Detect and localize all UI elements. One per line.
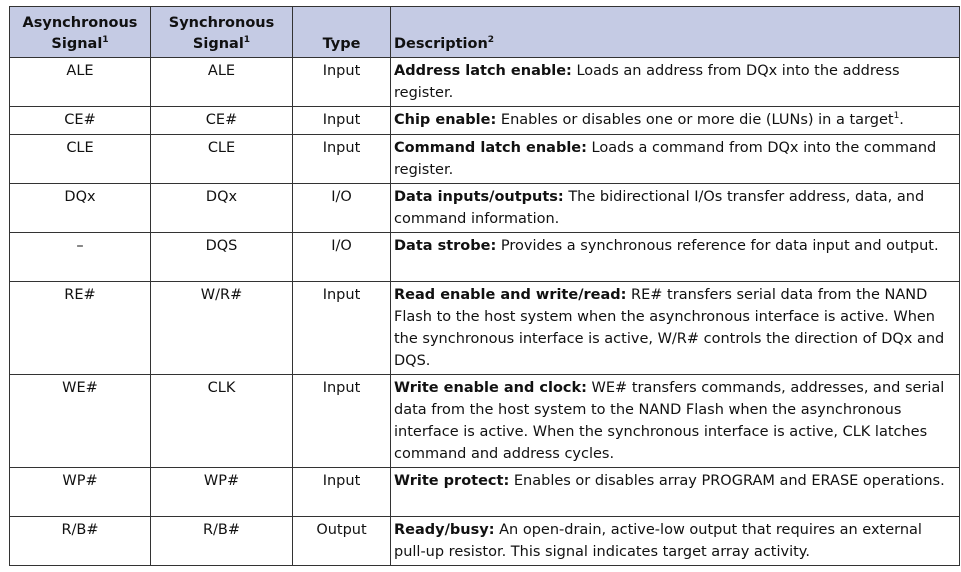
cell-type: Input xyxy=(293,58,391,107)
cell-description xyxy=(391,184,960,233)
table-row xyxy=(10,375,960,468)
table-header xyxy=(10,7,960,58)
description-text: Enables or disables one or more die (LUNs) in a target xyxy=(496,112,894,128)
table-row xyxy=(10,184,960,233)
header-type xyxy=(293,7,391,58)
table-row xyxy=(10,107,960,135)
cell-type: Input xyxy=(293,107,391,135)
cell-async: DQx xyxy=(10,184,151,233)
table-row xyxy=(10,135,960,184)
header-async-signal xyxy=(10,7,151,58)
cell-sync: WP# xyxy=(151,468,293,517)
cell-async: WP# xyxy=(10,468,151,517)
description-text: An open-drain, active-low output that requires an external pull-up resistor. This signal indicates target array activity. xyxy=(394,522,922,560)
description-term: Address latch enable: xyxy=(394,63,572,79)
signal-table-container xyxy=(9,6,959,566)
cell-async: ALE xyxy=(10,58,151,107)
description-term: Write protect: xyxy=(394,473,510,489)
header-sync-footnote: 1 xyxy=(243,35,251,46)
header-type-label: Type xyxy=(322,36,361,52)
table-row xyxy=(10,468,960,517)
cell-description xyxy=(391,517,960,566)
cell-type: Input xyxy=(293,375,391,468)
description-text: The bidirectional I/Os transfer address, data, and command information. xyxy=(394,189,925,227)
cell-sync: R/B# xyxy=(151,517,293,566)
description-tail: . xyxy=(899,112,904,128)
cell-async: CLE xyxy=(10,135,151,184)
cell-description xyxy=(391,107,960,135)
cell-description xyxy=(391,135,960,184)
cell-type: Input xyxy=(293,282,391,375)
cell-description xyxy=(391,282,960,375)
description-text: Enables or disables array PROGRAM and ERASE operations. xyxy=(509,473,945,489)
header-description xyxy=(391,7,960,58)
description-term: Write enable and clock: xyxy=(394,380,587,396)
cell-sync: CLK xyxy=(151,375,293,468)
cell-sync: CE# xyxy=(151,107,293,135)
cell-description xyxy=(391,58,960,107)
cell-description xyxy=(391,233,960,282)
cell-async: WE# xyxy=(10,375,151,468)
description-text: WE# transfers commands, addresses, and serial data from the host system to the NAND Flash when the asynchronous interface is active. When the synchronous interface is active, CLK latches command and address cycles. xyxy=(394,380,945,462)
cell-async: CE# xyxy=(10,107,151,135)
cell-sync: W/R# xyxy=(151,282,293,375)
description-text: Provides a synchronous reference for data input and output. xyxy=(496,238,939,254)
description-term: Data strobe: xyxy=(394,238,497,254)
description-text: RE# transfers serial data from the NAND Flash to the host system when the asynchronous interface is active. When the synchronous interface is active, W/R# controls the direction of DQx and DQS. xyxy=(394,287,945,369)
cell-async: RE# xyxy=(10,282,151,375)
cell-description xyxy=(391,375,960,468)
description-text: Loads a command from DQx into the command register. xyxy=(394,140,937,178)
header-async-line1: Asynchronous xyxy=(22,15,138,31)
cell-type: Output xyxy=(293,517,391,566)
cell-sync: DQx xyxy=(151,184,293,233)
description-term: Data inputs/outputs: xyxy=(394,189,564,205)
cell-type: Input xyxy=(293,468,391,517)
table-row xyxy=(10,517,960,566)
header-async-line2: Signal xyxy=(51,36,103,52)
cell-sync: ALE xyxy=(151,58,293,107)
header-row xyxy=(10,7,960,58)
table-row xyxy=(10,282,960,375)
header-description-footnote: 2 xyxy=(487,35,495,46)
header-sync-line1: Synchronous xyxy=(168,15,275,31)
table-body xyxy=(10,58,960,566)
description-term: Ready/busy: xyxy=(394,522,495,538)
description-text: Loads an address from DQx into the address register. xyxy=(394,63,900,101)
table-row xyxy=(10,233,960,282)
cell-type: I/O xyxy=(293,184,391,233)
cell-sync: CLE xyxy=(151,135,293,184)
cell-type: Input xyxy=(293,135,391,184)
cell-description xyxy=(391,468,960,517)
cell-type: I/O xyxy=(293,233,391,282)
cell-async: – xyxy=(10,233,151,282)
header-description-label: Description xyxy=(394,36,488,52)
description-footnote: 1 xyxy=(893,111,900,122)
cell-sync: DQS xyxy=(151,233,293,282)
table-row xyxy=(10,58,960,107)
description-term: Read enable and write/read: xyxy=(394,287,627,303)
signal-definitions-table xyxy=(9,6,960,566)
description-term: Command latch enable: xyxy=(394,140,587,156)
header-sync-line2: Signal xyxy=(192,36,244,52)
description-term: Chip enable: xyxy=(394,112,497,128)
header-async-footnote: 1 xyxy=(102,35,109,46)
header-sync-signal xyxy=(151,7,293,58)
cell-async: R/B# xyxy=(10,517,151,566)
